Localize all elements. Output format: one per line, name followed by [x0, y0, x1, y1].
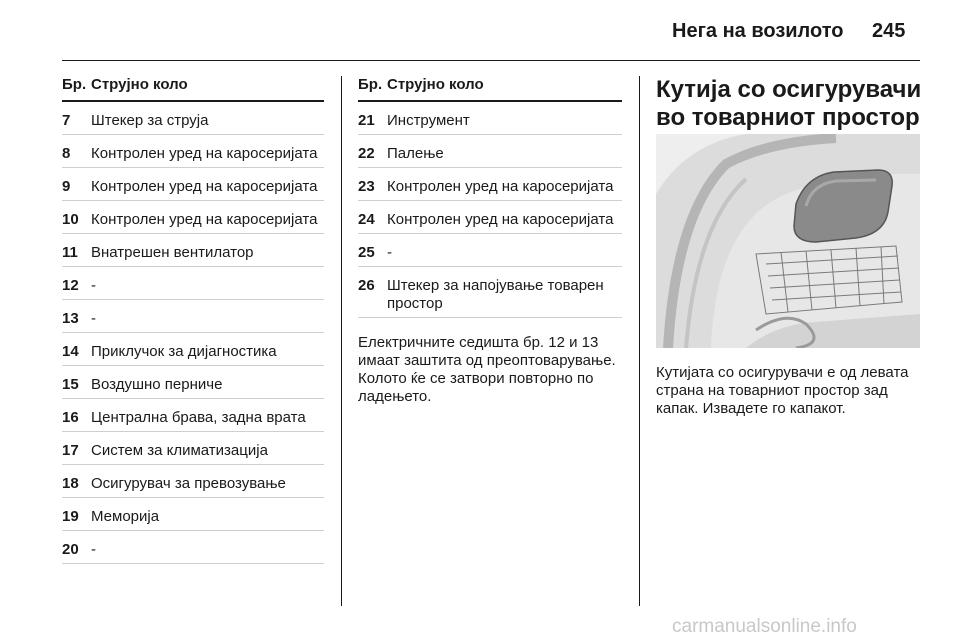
circuit-name: Контролен уред на каросеријата: [91, 211, 318, 228]
circuit-name: Систем за климатизација: [91, 442, 268, 459]
circuit-name: -: [387, 244, 392, 261]
fuse-number: 9: [62, 178, 71, 195]
circuit-name: Осигурувач за превозување: [91, 475, 286, 492]
header-no: Бр.: [62, 76, 87, 93]
header-circuit: Струјно коло: [91, 76, 188, 93]
table-row: [62, 465, 324, 498]
circuit-name: Меморија: [91, 508, 160, 525]
table-row: [62, 432, 324, 465]
circuit-name: Штекер за напојување товарен простор: [387, 277, 604, 312]
fuse-number: 18: [62, 475, 79, 492]
table-row: [358, 135, 622, 168]
fuse-number: 12: [62, 277, 79, 294]
fuse-number: 21: [358, 112, 375, 129]
circuit-name: Приклучок за дијагностика: [91, 343, 277, 360]
table-row: [62, 267, 324, 300]
fuse-number: 17: [62, 442, 79, 459]
circuit-name: Палење: [387, 145, 444, 162]
circuit-name: Воздушно перниче: [91, 376, 223, 393]
column-divider-2: [639, 76, 640, 606]
fuse-number: 7: [62, 112, 71, 129]
fuse-number: 20: [62, 541, 79, 558]
section-heading: Кутија со осигурувачи во товарниот простор: [656, 76, 922, 131]
table-row: [62, 168, 324, 201]
fuse-number: 10: [62, 211, 79, 228]
header-no: Бр.: [358, 76, 383, 93]
circuit-name: Внатрешен вентилатор: [91, 244, 254, 261]
fuse-number: 26: [358, 277, 375, 294]
table-row: [62, 498, 324, 531]
circuit-name: Штекер за струја: [91, 112, 209, 129]
table-row: [62, 531, 324, 564]
circuit-name: -: [91, 541, 96, 558]
fuse-box-illustration: [656, 134, 920, 348]
table-row: [358, 234, 622, 267]
circuit-name: Инструмент: [387, 112, 470, 129]
watermark: carmanualsonline.info: [672, 616, 857, 637]
fuse-table-1: [62, 76, 324, 564]
circuit-name: Контролен уред на каросеријата: [91, 145, 318, 162]
header-rule: [62, 60, 920, 61]
circuit-name: Централна брава, задна врата: [91, 409, 306, 426]
table-row: [62, 399, 324, 432]
table-row: [358, 168, 622, 201]
fuse-number: 8: [62, 145, 71, 162]
table-header: [62, 76, 324, 102]
fuse-number: 16: [62, 409, 79, 426]
fuse-number: 24: [358, 211, 375, 228]
table-row: [358, 201, 622, 234]
table-row: [62, 135, 324, 168]
fuse-number: 14: [62, 343, 79, 360]
header-circuit: Струјно коло: [387, 76, 484, 93]
circuit-name: -: [91, 277, 96, 294]
table-row: [358, 102, 622, 135]
table-header: [358, 76, 622, 102]
circuit-name: -: [91, 310, 96, 327]
table-row: [62, 333, 324, 366]
table-row: [62, 102, 324, 135]
table-row: [62, 300, 324, 333]
circuit-name: Контролен уред на каросеријата: [91, 178, 318, 195]
fuse-number: 11: [62, 244, 78, 261]
table-row: [358, 267, 622, 318]
fuse-table-2: [358, 76, 622, 406]
table-row: [62, 201, 324, 234]
circuit-name: Контролен уред на каросеријата: [387, 211, 614, 228]
table-row: [62, 366, 324, 399]
page-header-title: Нега на возилото: [672, 20, 844, 42]
fuse-number: 13: [62, 310, 79, 327]
fuse-number: 23: [358, 178, 375, 195]
table-row: [62, 234, 324, 267]
fuse-number: 22: [358, 145, 375, 162]
column-divider-1: [341, 76, 342, 606]
fuse-number: 25: [358, 244, 375, 261]
section-caption: Кутијата со осигурувачи е од левата страна на товарниот простор зад капак. Извадете го капакот.: [656, 364, 909, 417]
cargo-area-drawing: [656, 134, 920, 348]
page-number: 245: [872, 20, 906, 42]
note-paragraph: Електричните седишта бр. 12 и 13 имаат заштита од преоптоварување. Колото ќе се затвори повторно по ладењето.: [358, 334, 616, 405]
circuit-name: Контролен уред на каросеријата: [387, 178, 614, 195]
fuse-number: 15: [62, 376, 79, 393]
fuse-number: 19: [62, 508, 79, 525]
